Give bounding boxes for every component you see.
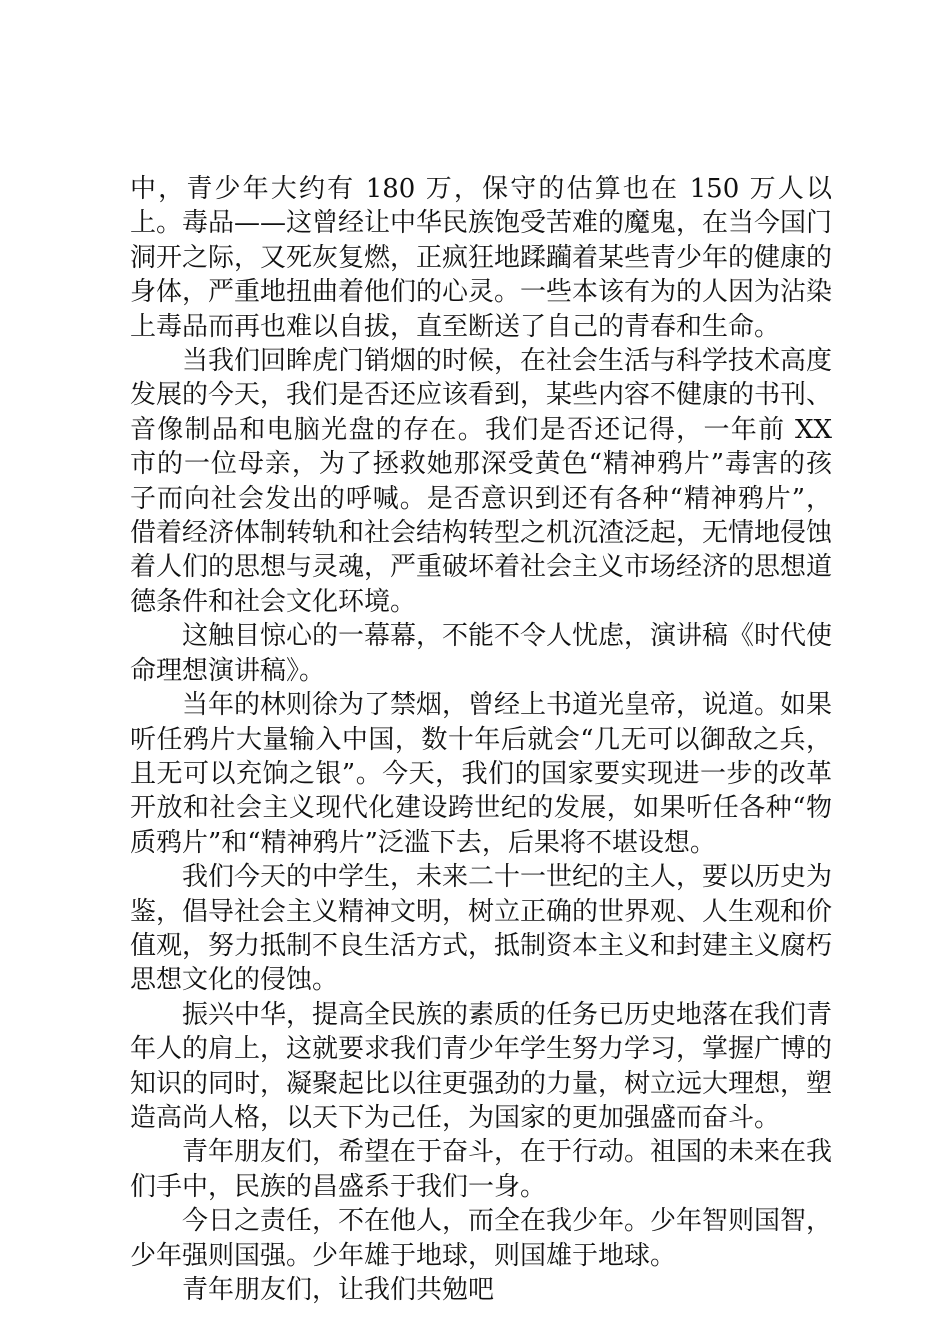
paragraph-4: 当年的林则徐为了禁烟，曾经上书道光皇帝，说道。如果听任鸦片大量输入中国，数十年后就会“几无可以御敌之兵，且无可以充饷之银”。今天，我们的国家要实现进一步的改革开放和社会主义现代化建设跨世纪的发展，如果听任各种“物质鸦片”和“精神鸦片”泛滥下去，后果将不堪设想。 <box>130 690 833 858</box>
paragraph-6: 振兴中华，提高全民族的素质的任务已历史地落在我们青年人的肩上，这就要求我们青少年学生努力学习，掌握广博的知识的同时，凝聚起比以往更强劲的力量，树立远大理想，塑造高尚人格，以天下为己任，为国家的更加强盛而奋斗。 <box>130 999 833 1133</box>
paragraph-8: 今日之责任，不在他人，而全在我少年。少年智则国智，少年强则国强。少年雄于地球，则国雄于地球。 <box>130 1206 833 1271</box>
paragraph-2: 当我们回眸虎门销烟的时候，在社会生活与科学技术高度发展的今天，我们是否还应该看到，某些内容不健康的书刊、音像制品和电脑光盘的存在。我们是否还记得，一年前 XX 市的一位母亲，为了拯救她那深受黄色“精神鸦片”毒害的孩子而向社会发出的呼喊。是否意识到还有各种“精神鸦片”，借着经济体制转轨和社会结构转型之机沉渣泛起，无情地侵蚀着人们的思想与灵魂，严重破坏着社会主义市场经济的思想道德条件和社会文化环境。 <box>130 346 833 617</box>
paragraph-9: 青年朋友们，让我们共勉吧 <box>182 1275 495 1305</box>
paragraph-7: 青年朋友们，希望在于奋斗，在于行动。祖国的未来在我们手中，民族的昌盛系于我们一身。 <box>130 1137 833 1202</box>
document-body <box>130 172 832 1307</box>
paragraph-1: 中，青少年大约有 180 万，保守的估算也在 150 万人以上。毒品——这曾经让中华民族饱受苦难的魔鬼，在当今国门洞开之际，又死灰复燃，正疯狂地蹂躏着某些青少年的健康的身体，严重地扭曲着他们的心灵。一些本该有为的人因为沾染上毒品而再也难以自拔，直至断送了自己的青春和生命。 <box>130 174 833 342</box>
paragraph-3: 这触目惊心的一幕幕，不能不令人忧虑，演讲稿《时代使命理想演讲稿》。 <box>130 621 833 686</box>
paragraph-5: 我们今天的中学生，未来二十一世纪的主人，要以历史为鉴，倡导社会主义精神文明，树立正确的世界观、人生观和价值观，努力抵制不良生活方式，抵制资本主义和封建主义腐朽思想文化的侵蚀。 <box>130 862 833 996</box>
